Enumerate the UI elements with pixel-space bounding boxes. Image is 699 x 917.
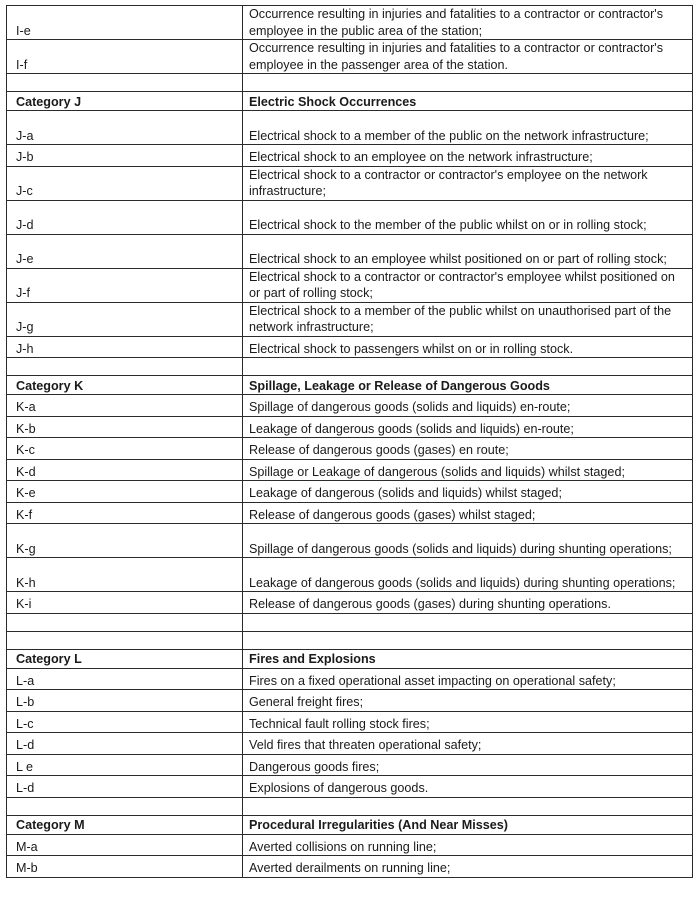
occurrence-code: J-d [7,200,243,234]
occurrence-code: L-a [7,668,243,690]
table-row [7,438,693,460]
occurrence-description: Explosions of dangerous goods. [243,776,693,798]
occurrence-code: L-d [7,733,243,755]
occurrence-description: Electrical shock to an employee whilst positioned on or part of rolling stock; [243,234,693,268]
category-header-row [7,649,693,668]
occurrence-description: Averted collisions on running line; [243,834,693,856]
occurrence-code: L-b [7,690,243,712]
occurrence-code: K-f [7,502,243,524]
category-title: Fires and Explosions [243,649,693,668]
table-row [7,395,693,417]
occurrence-description: Leakage of dangerous (solids and liquids) whilst staged; [243,481,693,503]
table-row [7,502,693,524]
spacer-row [7,358,693,376]
occurrence-code: M-b [7,856,243,878]
occurrence-description: General freight fires; [243,690,693,712]
occurrence-code [7,358,243,376]
occurrence-code: M-a [7,834,243,856]
table-row [7,834,693,856]
occurrence-code: J-a [7,111,243,145]
occurrence-code: J-e [7,234,243,268]
table-row [7,856,693,878]
category-label: Category M [7,815,243,834]
occurrence-code [7,797,243,815]
occurrence-code: J-b [7,145,243,167]
occurrence-description: Spillage or Leakage of dangerous (solids and liquids) whilst staged; [243,459,693,481]
occurrence-description: Electrical shock to a contractor or contractor's employee on the network infrastructure; [243,166,693,200]
occurrence-description: Electrical shock to an employee on the network infrastructure; [243,145,693,167]
occurrence-description: Electrical shock to the member of the public whilst on or in rolling stock; [243,200,693,234]
table-body [7,6,693,878]
table-row [7,416,693,438]
occurrence-code: J-f [7,268,243,302]
table-row [7,302,693,336]
occurrence-description [243,613,693,631]
table-row [7,668,693,690]
spacer-row [7,631,693,649]
occurrence-description [243,797,693,815]
spacer-row [7,74,693,92]
table-row [7,6,693,40]
table-row [7,459,693,481]
occurrence-description: Release of dangerous goods (gases) during shunting operations. [243,592,693,614]
table-row [7,711,693,733]
occurrence-description: Leakage of dangerous goods (solids and liquids) en-route; [243,416,693,438]
occurrence-code: L e [7,754,243,776]
occurrence-code [7,631,243,649]
occurrence-code: K-b [7,416,243,438]
spacer-row [7,613,693,631]
table-row [7,200,693,234]
occurrence-code: J-g [7,302,243,336]
occurrence-code: J-h [7,336,243,358]
table-row [7,776,693,798]
occurrence-code [7,613,243,631]
occurrence-code: K-e [7,481,243,503]
table-row [7,690,693,712]
table-row [7,524,693,558]
table-row [7,40,693,74]
category-title: Electric Shock Occurrences [243,92,693,111]
occurrence-code: K-h [7,558,243,592]
occurrence-description: Occurrence resulting in injuries and fatalities to a contractor or contractor's employee in the public area of the station; [243,6,693,40]
occurrence-code: K-a [7,395,243,417]
category-title: Spillage, Leakage or Release of Dangerous Goods [243,376,693,395]
table-row [7,558,693,592]
occurrence-code: L-c [7,711,243,733]
table-row [7,592,693,614]
occurrence-description [243,358,693,376]
table-row [7,166,693,200]
occurrence-description: Spillage of dangerous goods (solids and liquids) during shunting operations; [243,524,693,558]
category-label: Category L [7,649,243,668]
occurrence-code [7,74,243,92]
table-row [7,268,693,302]
occurrence-code: K-i [7,592,243,614]
occurrence-description: Electrical shock to a member of the public whilst on unauthorised part of the network infrastructure; [243,302,693,336]
occurrence-description: Fires on a fixed operational asset impacting on operational safety; [243,668,693,690]
category-header-row [7,376,693,395]
category-label: Category K [7,376,243,395]
occurrence-code: I-f [7,40,243,74]
table-row [7,145,693,167]
occurrence-description: Averted derailments on running line; [243,856,693,878]
table-row [7,481,693,503]
occurrence-description: Release of dangerous goods (gases) whilst staged; [243,502,693,524]
occurrence-description: Release of dangerous goods (gases) en route; [243,438,693,460]
table-row [7,111,693,145]
occurrence-code: K-g [7,524,243,558]
category-header-row [7,92,693,111]
occurrence-description [243,74,693,92]
occurrence-code: K-c [7,438,243,460]
occurrence-description: Spillage of dangerous goods (solids and liquids) en-route; [243,395,693,417]
occurrence-code: J-c [7,166,243,200]
occurrence-description: Electrical shock to a member of the public on the network infrastructure; [243,111,693,145]
occurrence-description: Dangerous goods fires; [243,754,693,776]
category-title: Procedural Irregularities (And Near Misses) [243,815,693,834]
occurrence-code: K-d [7,459,243,481]
table-row [7,336,693,358]
occurrence-description: Occurrence resulting in injuries and fatalities to a contractor or contractor's employee in the passenger area of the station. [243,40,693,74]
occurrence-description: Electrical shock to passengers whilst on or in rolling stock. [243,336,693,358]
occurrence-code: L-d [7,776,243,798]
table-row [7,733,693,755]
occurrence-description: Technical fault rolling stock fires; [243,711,693,733]
table-row [7,754,693,776]
occurrence-description [243,631,693,649]
occurrence-description: Electrical shock to a contractor or contractor's employee whilst positioned on or part of rolling stock; [243,268,693,302]
occurrence-description: Leakage of dangerous goods (solids and liquids) during shunting operations; [243,558,693,592]
table-row [7,234,693,268]
occurrence-category-table [6,5,693,878]
category-header-row [7,815,693,834]
category-label: Category J [7,92,243,111]
occurrence-code: I-e [7,6,243,40]
spacer-row [7,797,693,815]
occurrence-description: Veld fires that threaten operational safety; [243,733,693,755]
